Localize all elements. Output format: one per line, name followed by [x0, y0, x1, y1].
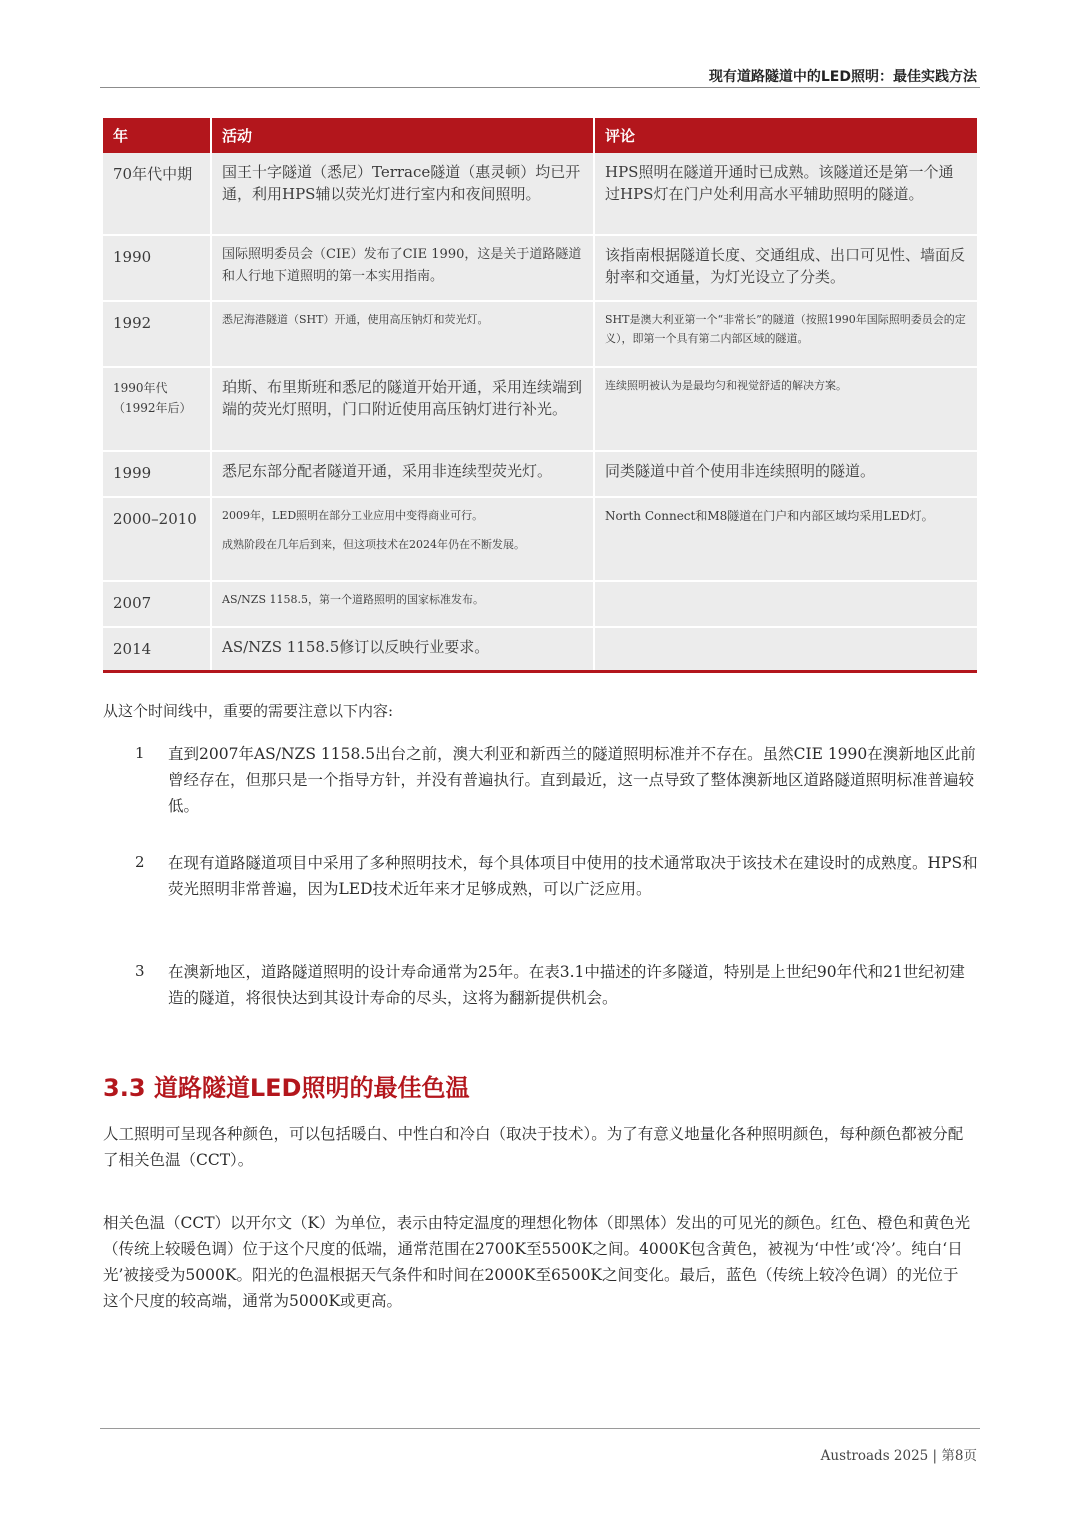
year-cell: 2007: [103, 581, 211, 627]
list-intro: 从这个时间线中，重要的需要注意以下内容:: [103, 702, 394, 720]
footer-page-label: Austroads 2025 | 第8页: [820, 1448, 977, 1464]
table-row: [103, 627, 977, 671]
activity-cell: 悉尼东部分配者隧道开通，采用非连续型荧光灯。: [211, 451, 594, 497]
comment-cell: HPS照明在隧道开通时已成熟。该隧道还是第一个通过HPS灯在门户处利用高水平辅助照明的隧道。: [594, 153, 977, 235]
table-header-row: [103, 118, 977, 153]
column-header-activity: 活动: [211, 118, 594, 153]
table-row: [103, 581, 977, 627]
comment-cell: SHT是澳大利亚第一个“非常长”的隧道（按照1990年国际照明委员会的定义），即第一个具有第二内部区域的隧道。: [594, 301, 977, 367]
timeline-table: [103, 118, 977, 673]
table-row: [103, 497, 977, 581]
list-number: 1: [135, 744, 145, 762]
column-header-year: 年: [103, 118, 211, 153]
header-divider: [100, 87, 980, 88]
comment-cell: 同类隧道中首个使用非连续照明的隧道。: [594, 451, 977, 497]
list-number: 2: [135, 853, 145, 871]
list-number: 3: [135, 962, 145, 980]
table-row: [103, 301, 977, 367]
activity-cell: 国际照明委员会（CIE）发布了CIE 1990，这是关于道路隧道和人行地下道照明的第一本实用指南。: [211, 235, 594, 301]
comment-cell: [594, 627, 977, 671]
list-item: 在澳新地区，道路隧道照明的设计寿命通常为25年。在表3.1中描述的许多隧道，特别是上世纪90年代和21世纪初建造的隧道，将很快达到其设计寿命的尽头，这将为翻新提供机会。: [168, 963, 965, 1007]
section-heading: 3.3 道路隧道LED照明的最佳色温: [103, 1074, 470, 1102]
table-row: [103, 153, 977, 235]
activity-cell: 悉尼海港隧道（SHT）开通，使用高压钠灯和荧光灯。: [211, 301, 594, 367]
year-cell: 1992: [103, 301, 211, 367]
year-cell: 1999: [103, 451, 211, 497]
column-header-comment: 评论: [594, 118, 977, 153]
comment-cell: North Connect和M8隧道在门户和内部区域均采用LED灯。: [594, 497, 977, 581]
year-cell: 1990: [103, 235, 211, 301]
activity-cell: AS/NZS 1158.5，第一个道路照明的国家标准发布。: [211, 581, 594, 627]
comment-cell: 该指南根据隧道长度、交通组成、出口可见性、墙面反射率和交通量，为灯光设立了分类。: [594, 235, 977, 301]
table-row: [103, 451, 977, 497]
activity-cell: 国王十字隧道（悉尼）Terrace隧道（惠灵顿）均已开通，利用HPS辅以荧光灯进行室内和夜间照明。: [211, 153, 594, 235]
running-header-title: 现有道路隧道中的LED照明：最佳实践方法: [708, 69, 977, 85]
activity-line: 成熟阶段在几年后到来，但这项技术在2024年仍在不断发展。: [222, 538, 525, 551]
year-cell: 2014: [103, 627, 211, 671]
activity-cell: [211, 497, 594, 581]
comment-cell: [594, 581, 977, 627]
body-paragraph: 人工照明可呈现各种颜色，可以包括暖白、中性白和冷白（取决于技术）。为了有意义地量化各种照明颜色，每种颜色都被分配了相关色温（CCT）。: [103, 1125, 964, 1169]
table-row: [103, 367, 977, 451]
activity-cell: 珀斯、布里斯班和悉尼的隧道开始开通，采用连续端到端的荧光灯照明，门口附近使用高压钠灯进行补光。: [211, 367, 594, 451]
list-item: 直到2007年AS/NZS 1158.5出台之前，澳大利亚和新西兰的隧道照明标准并不存在。虽然CIE 1990在澳新地区此前曾经存在，但那只是一个指导方针，并没有普遍执行。直到最近，这一点导致了整体澳新地区道路隧道照明标准普遍较低。: [168, 745, 976, 815]
table-row: [103, 235, 977, 301]
activity-line: 2009年，LED照明在部分工业应用中变得商业可行。: [222, 509, 484, 522]
activity-cell: AS/NZS 1158.5修订以反映行业要求。: [211, 627, 594, 671]
year-cell: 70年代中期: [103, 153, 211, 235]
body-paragraph: 相关色温（CCT）以开尔文（K）为单位，表示由特定温度的理想化物体（即黑体）发出的可见光的颜色。红色、橙色和黄色光（传统上较暖色调）位于这个尺度的低端，通常范围在2700K至5500K之间。4000K包含黄色，被视为‘中性’或‘冷’。纯白‘日光’被接受为5000K。阳光的色温根据天气条件和时间在2000K至6500K之间变化。最后，蓝色（传统上较冷色调）的光位于这个尺度的较高端，通常为5000K或更高。: [103, 1214, 971, 1310]
comment-cell: 连续照明被认为是最均匀和视觉舒适的解决方案。: [594, 367, 977, 451]
year-cell: 2000–2010: [103, 497, 211, 581]
list-item: 在现有道路隧道项目中采用了多种照明技术，每个具体项目中使用的技术通常取决于该技术在建设时的成熟度。HPS和荧光照明非常普遍，因为LED技术近年来才足够成熟，可以广泛应用。: [168, 854, 978, 898]
footer-divider: [100, 1428, 980, 1429]
year-cell: 1990年代（1992年后）: [103, 367, 211, 451]
